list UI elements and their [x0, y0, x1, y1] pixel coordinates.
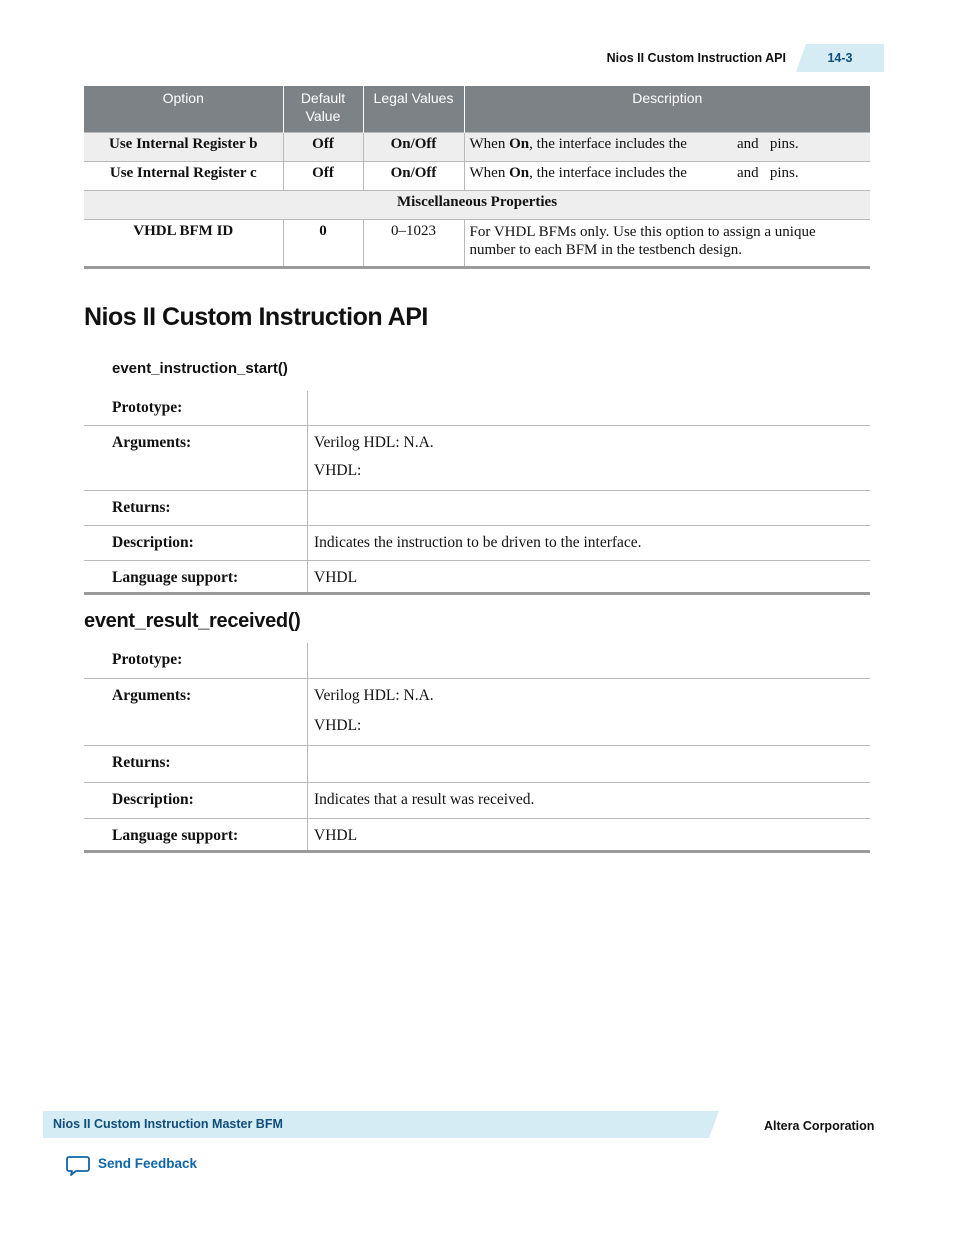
- option-legal: On/Off: [363, 162, 464, 191]
- api2-table: [84, 643, 870, 853]
- col-header-legal-values: Legal Values: [363, 86, 464, 133]
- send-feedback-link[interactable]: Send Feedback: [98, 1156, 198, 1171]
- description-value: Indicates the instruction to be driven to the interface.: [308, 526, 871, 561]
- arg-vhdl: VHDL:: [314, 717, 362, 734]
- table-row: [84, 491, 870, 526]
- table-row: [84, 133, 870, 162]
- arguments-label: Arguments:: [84, 679, 308, 746]
- option-name: Use Internal Register b: [84, 133, 283, 162]
- footer-doc-title[interactable]: Nios II Custom Instruction Master BFM: [53, 1117, 283, 1131]
- description-label: Description:: [84, 526, 308, 561]
- option-name: Use Internal Register c: [84, 162, 283, 191]
- returns-label: Returns:: [84, 491, 308, 526]
- page-number: 14-3: [827, 51, 853, 65]
- option-default: 0: [283, 220, 363, 268]
- prototype-value: [308, 643, 871, 679]
- table-row: [84, 679, 870, 746]
- options-table-header-row: [84, 86, 870, 133]
- table-row: [84, 783, 870, 819]
- footer-company: Altera Corporation: [764, 1119, 875, 1133]
- option-legal: On/Off: [363, 133, 464, 162]
- table-row: [84, 426, 870, 491]
- language-label: Language support:: [84, 561, 308, 594]
- prototype-value: [308, 391, 871, 426]
- description-value: Indicates that a result was received.: [308, 783, 871, 819]
- misc-properties-row: [84, 191, 870, 220]
- misc-properties-header: Miscellaneous Properties: [84, 191, 870, 220]
- arguments-value: [308, 679, 871, 746]
- option-description: For VHDL BFMs only. Use this option to assign a unique number to each BFM in the testbench design.: [464, 220, 870, 268]
- option-description: When On, the interface includes the and pins.: [464, 133, 870, 162]
- table-row: [84, 561, 870, 594]
- speech-bubble-icon[interactable]: [66, 1155, 90, 1177]
- prototype-label: Prototype:: [84, 391, 308, 426]
- returns-value: [308, 746, 871, 783]
- arg-vhdl: VHDL:: [314, 462, 362, 479]
- table-row: [84, 220, 870, 268]
- table-row: [84, 391, 870, 426]
- col-header-default-value: Default Value: [283, 86, 363, 133]
- option-legal: 0–1023: [363, 220, 464, 268]
- table-row: [84, 162, 870, 191]
- col-header-description: Description: [464, 86, 870, 133]
- arguments-value: [308, 426, 871, 491]
- description-label: Description:: [84, 783, 308, 819]
- table-row: [84, 526, 870, 561]
- section-title: Nios II Custom Instruction API: [84, 303, 428, 331]
- arg-verilog: Verilog HDL: N.A.: [314, 687, 434, 704]
- language-value: VHDL: [308, 819, 871, 852]
- table-row: [84, 819, 870, 852]
- api1-table: [84, 391, 870, 595]
- language-value: VHDL: [308, 561, 871, 594]
- arguments-label: Arguments:: [84, 426, 308, 491]
- language-label: Language support:: [84, 819, 308, 852]
- returns-label: Returns:: [84, 746, 308, 783]
- returns-value: [308, 491, 871, 526]
- api1-title: event_instruction_start(): [112, 360, 288, 377]
- option-description: When On, the interface includes the and pins.: [464, 162, 870, 191]
- api2-title: event_result_received(): [84, 610, 301, 632]
- col-header-option: Option: [84, 86, 283, 133]
- option-default: Off: [283, 162, 363, 191]
- option-name: VHDL BFM ID: [84, 220, 283, 268]
- option-default: Off: [283, 133, 363, 162]
- table-row: [84, 746, 870, 783]
- table-row: [84, 643, 870, 679]
- running-header-title: Nios II Custom Instruction API: [606, 51, 786, 65]
- arg-verilog: Verilog HDL: N.A.: [314, 434, 434, 451]
- options-table: [84, 86, 870, 269]
- prototype-label: Prototype:: [84, 643, 308, 679]
